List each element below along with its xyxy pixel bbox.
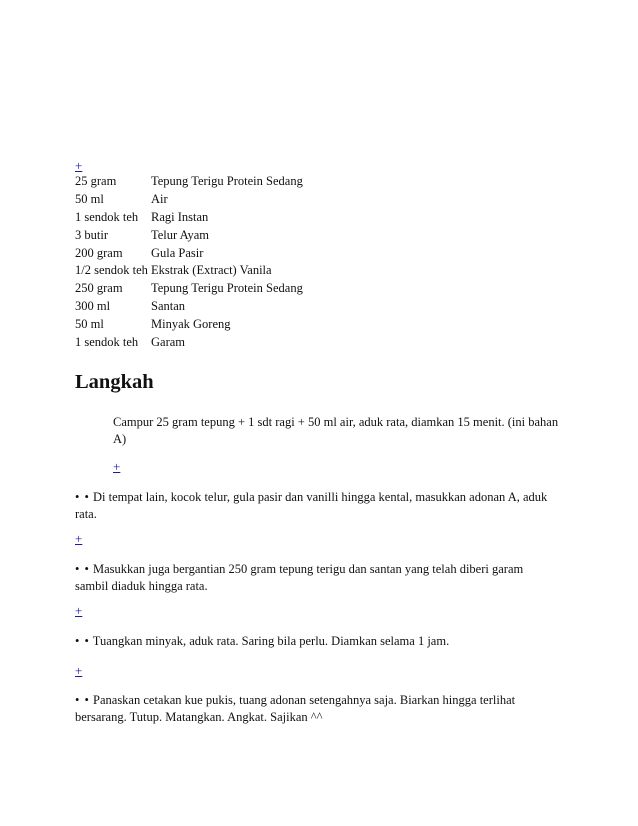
step-4 — [75, 692, 565, 725]
ingredient-qty: 50 ml — [75, 191, 104, 206]
step-2-text: Masukkan juga bergantian 250 gram tepung terigu dan santan yang telah diberi garam sambil diaduk hingga rata. — [75, 562, 524, 593]
step-1-text: Di tempat lain, kocok telur, gula pasir dan vanilli hingga kental, masukkan adonan A, aduk rata. — [75, 490, 548, 521]
ingredient-name: Ragi Instan — [151, 209, 209, 224]
ingredient-row — [75, 245, 303, 263]
expand-toggle-step-3[interactable]: + — [75, 663, 83, 678]
ingredient-row — [75, 316, 303, 334]
ingredient-qty: 3 butir — [75, 227, 108, 242]
ingredient-list — [75, 173, 303, 352]
ingredient-row — [75, 334, 303, 352]
ingredient-name: Santan — [151, 299, 186, 314]
step-4-text: Panaskan cetakan kue pukis, tuang adonan setengahnya saja. Biarkan hingga terlihat bersarang. Tutup. Matangkan. Angkat. Sajikan ^^ — [75, 693, 516, 724]
step-3 — [75, 633, 565, 650]
expand-toggle-step-intro[interactable]: + — [113, 459, 121, 474]
ingredient-qty: 1/2 sendok teh — [75, 263, 148, 278]
ingredient-row — [75, 227, 303, 245]
ingredient-name: Tepung Terigu Protein Sedang — [151, 281, 303, 296]
ingredient-qty: 1 sendok teh — [75, 335, 139, 350]
ingredient-row — [75, 191, 303, 209]
ingredient-row — [75, 280, 303, 298]
ingredient-qty: 25 gram — [75, 174, 117, 188]
ingredient-row — [75, 298, 303, 316]
ingredient-name: Air — [151, 191, 168, 206]
expand-toggle-step-1[interactable]: + — [75, 531, 83, 546]
bullet-icon: • • — [75, 634, 90, 648]
ingredient-row — [75, 173, 303, 191]
steps-heading: Langkah — [75, 371, 154, 393]
ingredient-qty: 250 gram — [75, 281, 123, 296]
ingredient-row — [75, 262, 303, 280]
bullet-icon: • • — [75, 562, 90, 576]
ingredient-name: Gula Pasir — [151, 245, 204, 260]
ingredient-row — [75, 209, 303, 227]
ingredient-name: Minyak Goreng — [151, 317, 231, 332]
step-2 — [75, 561, 555, 594]
ingredient-name: Ekstrak (Extract) Vanila — [151, 263, 272, 278]
bullet-icon: • • — [75, 693, 90, 707]
expand-toggle-ingredients[interactable]: + — [75, 158, 83, 173]
ingredient-name: Telur Ayam — [151, 227, 210, 242]
ingredient-qty: 300 ml — [75, 299, 111, 314]
step-intro-text: Campur 25 gram tepung + 1 sdt ragi + 50 ml air, aduk rata, diamkan 15 menit. (ini bahan A) — [113, 415, 559, 446]
step-3-text: Tuangkan minyak, aduk rata. Saring bila perlu. Diamkan selama 1 jam. — [92, 634, 450, 648]
ingredient-qty: 200 gram — [75, 245, 123, 260]
step-1 — [75, 489, 565, 522]
ingredient-name: Garam — [151, 335, 186, 350]
ingredient-qty: 50 ml — [75, 317, 104, 332]
ingredient-name: Tepung Terigu Protein Sedang — [151, 174, 303, 188]
ingredient-qty: 1 sendok teh — [75, 209, 139, 224]
bullet-icon: • • — [75, 490, 90, 504]
expand-toggle-step-2[interactable]: + — [75, 603, 83, 618]
